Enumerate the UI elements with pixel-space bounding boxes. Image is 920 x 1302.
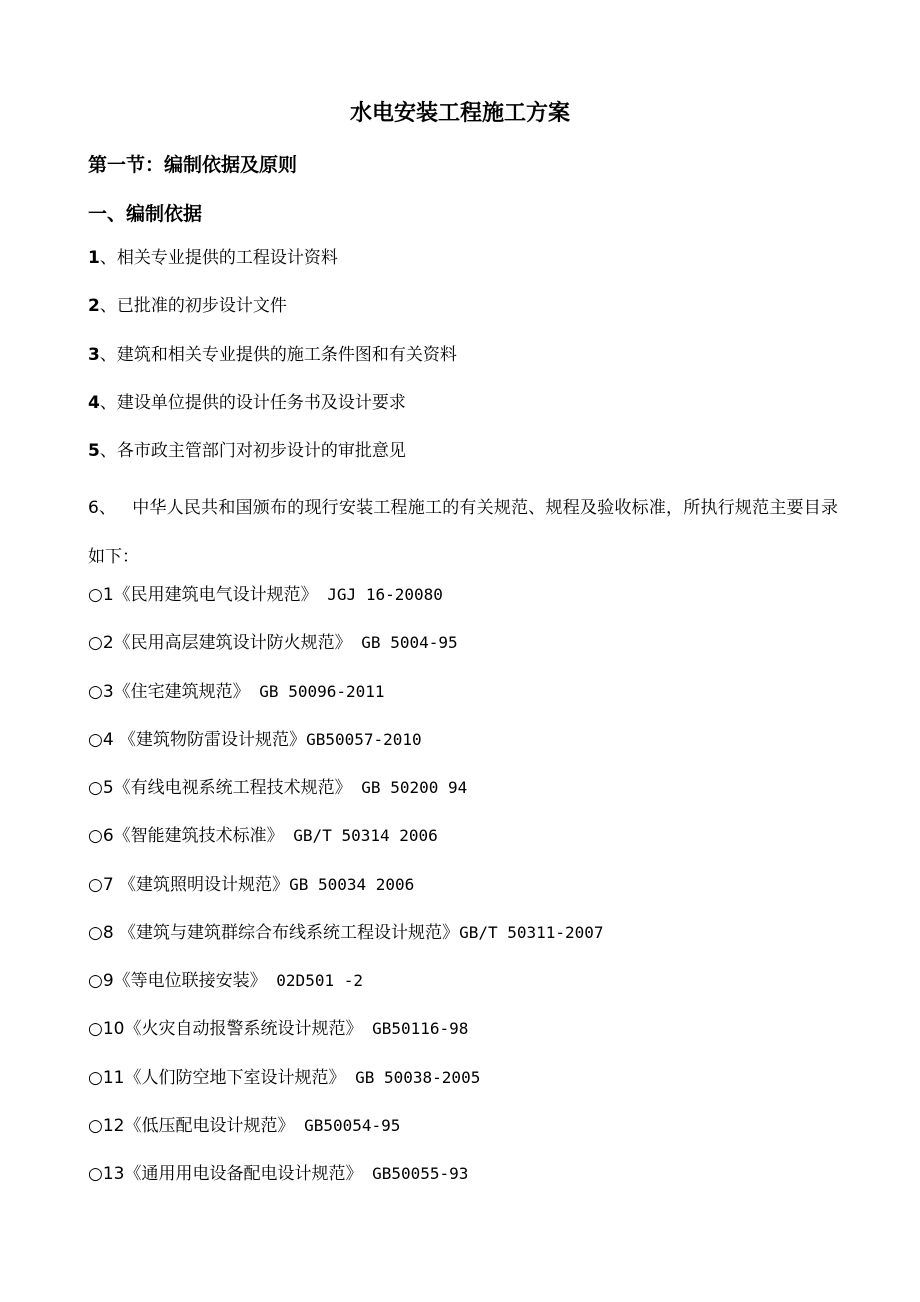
standard-index: ○11	[88, 1067, 125, 1088]
standard-name: 《等电位联接安装》	[113, 971, 267, 991]
standard-index: ○13	[88, 1164, 125, 1184]
basis-item-number: 3	[88, 344, 100, 365]
standard-item	[88, 1064, 604, 1112]
standard-name: 《民用高层建筑设计防火规范》	[113, 633, 352, 654]
basis-item-number: 2	[88, 296, 100, 317]
standard-code: GB50055-93	[362, 1164, 469, 1183]
standard-code: GB50054-95	[294, 1115, 401, 1135]
standard-item	[88, 726, 604, 774]
basis-item-number: 6、	[88, 498, 117, 518]
standard-item	[88, 1015, 604, 1063]
standard-index: ○1	[88, 585, 114, 605]
standard-code: GB 50096-2011	[249, 681, 385, 701]
standard-item	[88, 871, 604, 919]
standard-item	[88, 1160, 604, 1208]
standard-index: ○12	[88, 1115, 125, 1136]
standard-index: ○8	[88, 922, 114, 943]
basis-item-text: 、已批准的初步设计文件	[99, 296, 287, 317]
standard-name: 《建筑物防雷设计规范》	[113, 729, 307, 750]
standard-code: GB50057-2010	[306, 729, 422, 749]
standard-item	[88, 678, 604, 726]
basis-item	[88, 437, 457, 485]
standard-index: ○3	[88, 681, 114, 702]
basis-item	[88, 244, 457, 292]
standard-name: 《通用用电设备配电设计规范》	[124, 1164, 363, 1184]
standard-name: 《住宅建筑规范》	[113, 681, 250, 702]
standard-index: ○7	[88, 874, 114, 895]
standard-item	[88, 919, 604, 967]
basis-item-6	[88, 484, 838, 581]
standard-index: ○9	[88, 971, 114, 991]
standard-name: 《有线电视系统工程技术规范》	[113, 778, 352, 798]
standard-index: ○5	[88, 778, 114, 798]
standard-index: ○2	[88, 633, 114, 654]
standard-code: GB 50034 2006	[289, 874, 415, 894]
standard-item	[88, 1112, 604, 1160]
standard-name: 《建筑照明设计规范》	[113, 874, 290, 895]
standard-code: JGJ 16-20080	[317, 585, 443, 604]
basis-item-number: 4	[88, 392, 100, 413]
basis-item	[88, 292, 457, 340]
basis-item-text: 、各市政主管部门对初步设计的审批意见	[99, 441, 406, 462]
standard-item	[88, 967, 604, 1015]
standard-name: 《火灾自动报警系统设计规范》	[124, 1019, 363, 1040]
standard-code: GB 5004-95	[351, 633, 458, 653]
standard-code: GB 50038-2005	[345, 1067, 481, 1087]
standard-name: 《智能建筑技术标准》	[113, 826, 284, 847]
standard-code: GB/T 50311-2007	[459, 922, 604, 942]
basis-item-text: 、相关专业提供的工程设计资料	[99, 248, 338, 268]
standard-index: ○6	[88, 826, 114, 847]
basis-list	[88, 244, 457, 485]
standard-item	[88, 629, 604, 677]
standard-index: ○10	[88, 1019, 125, 1040]
sub-heading: 一、编制依据	[88, 203, 203, 225]
standard-item	[88, 774, 604, 822]
section-heading: 第一节：编制依据及原则	[88, 154, 298, 176]
standard-name: 《民用建筑电气设计规范》	[113, 585, 318, 605]
standard-name: 《建筑与建筑群综合布线系统工程设计规范》	[113, 922, 460, 943]
standard-name: 《低压配电设计规范》	[124, 1115, 295, 1136]
basis-item-text: 、建筑和相关专业提供的施工条件图和有关资料	[99, 344, 457, 365]
standard-code: 02D501 -2	[266, 971, 363, 990]
basis-item-number: 5	[88, 441, 100, 462]
basis-item-text: 、建设单位提供的设计任务书及设计要求	[99, 392, 406, 413]
standard-item	[88, 822, 604, 870]
basis-item-text: 中华人民共和国颁布的现行安装工程施工的有关规范、规程及验收标准，所执行规范主要目录如下：	[88, 498, 838, 567]
standard-index: ○4	[88, 729, 114, 750]
basis-item	[88, 389, 457, 437]
standard-item	[88, 581, 604, 629]
basis-item-number: 1	[88, 248, 100, 268]
standard-name: 《人们防空地下室设计规范》	[124, 1067, 346, 1088]
standard-code: GB/T 50314 2006	[283, 826, 438, 846]
standard-code: GB 50200 94	[351, 778, 468, 797]
document-title: 水电安装工程施工方案	[349, 101, 570, 126]
standard-code: GB50116-98	[362, 1019, 469, 1039]
standards-list	[88, 581, 604, 1208]
basis-item	[88, 341, 457, 389]
